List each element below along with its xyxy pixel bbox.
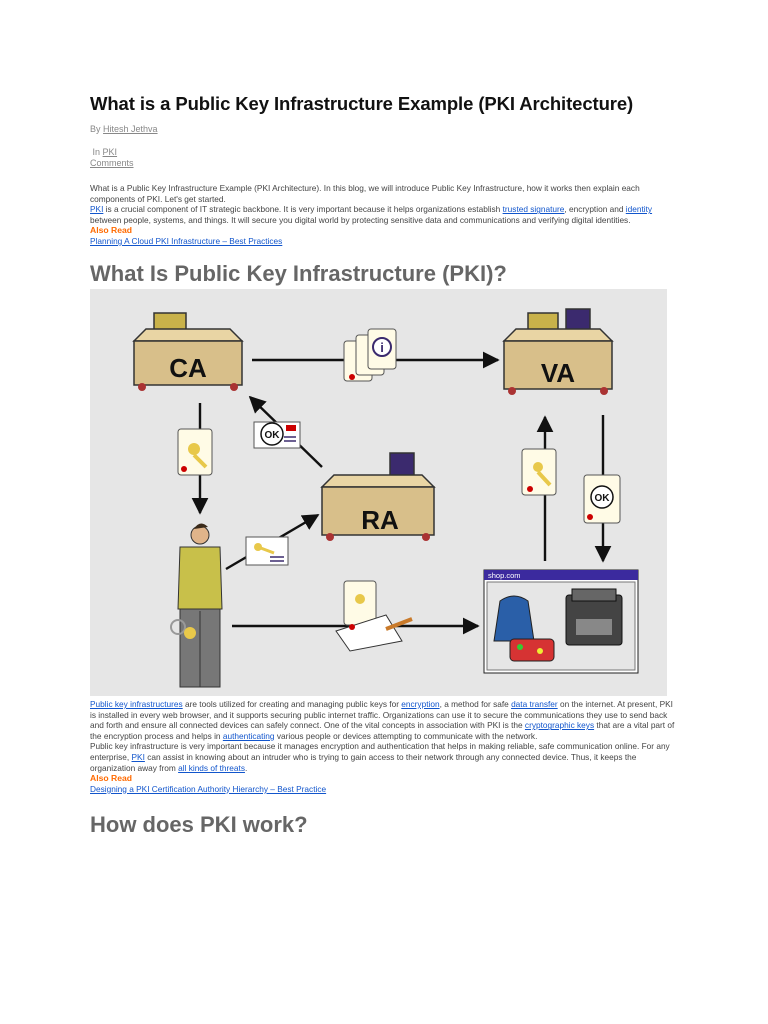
ra-label: RA xyxy=(361,505,399,535)
data-transfer-link[interactable]: data transfer xyxy=(511,699,558,709)
va-label: VA xyxy=(540,358,576,388)
body-paragraph-1 xyxy=(90,699,680,741)
body-text: various people or devices attempting to communicate with the network. xyxy=(274,730,538,741)
va-desk xyxy=(504,309,612,395)
intro-text: between people, systems, and things. It will secure you digital world by protecting sensitive data and communications and verifying digital identities. xyxy=(90,214,631,225)
user-figure xyxy=(171,523,222,687)
pki-link-2[interactable]: PKI xyxy=(131,751,145,762)
identity-link[interactable]: identity xyxy=(625,204,653,215)
ok-envelope-icon xyxy=(254,422,300,448)
certificate-stack-icon xyxy=(344,329,396,381)
page-title: What is a Public Key Infrastructure Example (PKI Architecture) xyxy=(90,93,634,114)
also-read-item-2 xyxy=(90,784,680,795)
byline xyxy=(90,124,158,134)
ok-label-2: OK xyxy=(594,493,610,504)
body-text: , a method for safe xyxy=(439,699,512,709)
intro-paragraph-2 xyxy=(90,204,680,225)
byline-prefix: By xyxy=(90,124,101,134)
shop-window xyxy=(484,570,638,673)
trusted-signature-link[interactable]: trusted signature xyxy=(502,204,565,215)
body-text: can assist in knowing about an intruder who is trying to gain access to their network through any connected device. Thus, it keeps the organization away from xyxy=(90,751,637,773)
info-label: i xyxy=(380,340,384,355)
body-text: . xyxy=(244,762,248,773)
pki-link[interactable]: PKI xyxy=(90,204,104,215)
author-link[interactable]: Hitesh Jethva xyxy=(103,124,158,134)
section-heading-pki: What Is Public Key Infrastructure (PKI)? xyxy=(90,261,507,286)
jacket-icon xyxy=(494,596,534,641)
section-heading-how: How does PKI work? xyxy=(90,812,308,837)
ok-certificate-icon xyxy=(584,475,620,523)
all-kinds-of-threats-link[interactable]: all kinds of threats xyxy=(178,762,245,773)
body-text: Public key infrastructure is very important because it manages encryption and authentication that helps in making reliable, safe communication online. For any enterprise, xyxy=(90,741,670,762)
signed-certificate-icon xyxy=(336,581,412,651)
intro-paragraph-1: What is a Public Key Infrastructure Example (PKI Architecture). In this blog, we will introduce Public Key Infrastructure, how it works then explain each components of PKI. Let's get started. xyxy=(90,183,640,204)
also-read-label: Also Read xyxy=(90,225,133,236)
certificate-key-icon-2 xyxy=(522,449,556,495)
category-line xyxy=(90,147,117,157)
shop-window-title: shop.com xyxy=(488,571,521,580)
ra-desk xyxy=(322,453,434,541)
gift-boxes-icon xyxy=(510,639,554,661)
ca-label: CA xyxy=(169,353,207,383)
ok-label-1: OK xyxy=(264,430,280,441)
encryption-link[interactable]: encryption xyxy=(401,699,440,709)
comments-line xyxy=(90,158,134,168)
body-text: that are a vital part of the encryption process and helps in xyxy=(90,720,675,741)
ca-desk xyxy=(134,313,242,391)
intro-section xyxy=(90,183,680,247)
comments-link[interactable]: Comments xyxy=(90,158,134,168)
cryptographic-keys-link[interactable]: cryptographic keys xyxy=(524,720,595,731)
intro-text: , encryption and xyxy=(564,204,626,215)
body-paragraph-2 xyxy=(90,741,680,773)
pki-diagram xyxy=(90,289,667,696)
also-read-label-2: Also Read xyxy=(90,773,133,784)
body-text: on the internet. At present, PKI is installed in every web browser, and it supports securing public internet traffic. Organizations can use it to secure the communications they use to send back and forth and ensure all connected devices can safely connect. One of the vital concepts in association with PKI is the xyxy=(90,699,673,731)
intro-text: is a crucial component of IT strategic backbone. It is very important because it helps organizations establish xyxy=(103,204,503,215)
pki-diagram-svg xyxy=(90,289,667,696)
body-section xyxy=(90,699,680,794)
also-read-item xyxy=(90,236,680,247)
public-key-infrastructures-link[interactable]: Public key infrastructures xyxy=(90,699,183,709)
category-link[interactable]: PKI xyxy=(102,147,118,157)
category-prefix: In xyxy=(92,147,101,157)
certificate-key-icon xyxy=(178,429,212,475)
authenticating-link[interactable]: authenticating xyxy=(222,730,275,741)
also-read-link[interactable]: Planning A Cloud PKI Infrastructure – Best Practices xyxy=(90,235,283,246)
body-text: are tools utilized for creating and managing public keys for xyxy=(182,699,402,709)
key-envelope-icon xyxy=(246,537,288,565)
also-read-link-2[interactable]: Designing a PKI Certification Authority Hierarchy – Best Practice xyxy=(90,783,327,794)
